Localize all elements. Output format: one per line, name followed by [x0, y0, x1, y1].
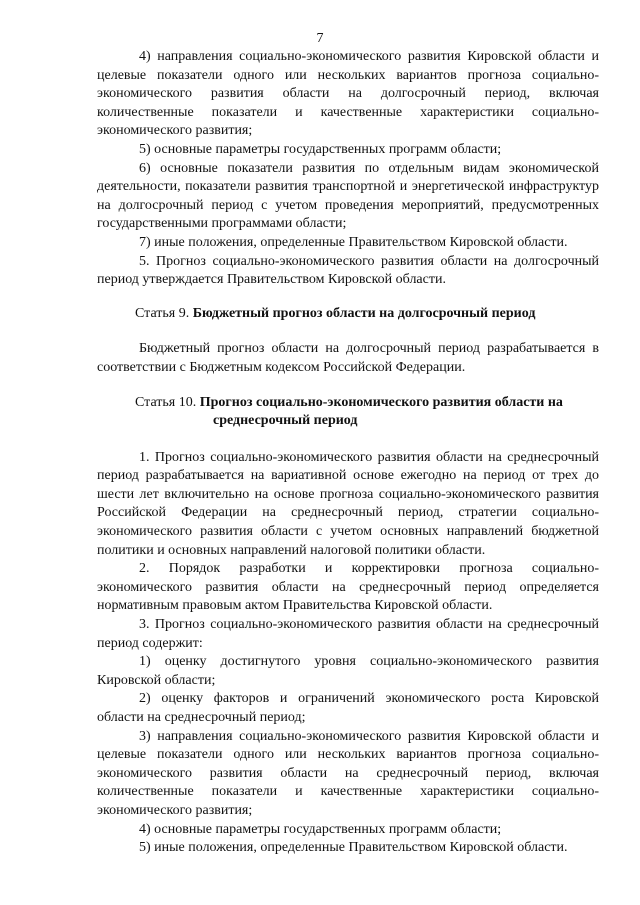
article-9-prefix: Статья 9.: [135, 305, 190, 321]
article-10-item-1: 1) оценку достигнутого уровня социально-экономического развития Кировской области;: [97, 654, 599, 688]
article-10-paragraph-1: 1. Прогноз социально-экономического развития области на среднесрочный период разрабатывается на вариативной основе ежегодно на период от трех до шести лет включительно на основе прогноза социально-экономического развития Российской Федерации на среднесрочный период, стратегии социально-экономического развития области с учетом основных направлений бюджетной политики и основных направлений налоговой политики области.: [97, 449, 599, 558]
paragraph-top-7: 7) иные положения, определенные Правительством Кировской области.: [139, 234, 568, 250]
article-9-text: Бюджетный прогноз области на долгосрочный период разрабатывается в соответствии с Бюджетным кодексом Российской Федерации.: [97, 341, 599, 375]
paragraph-top-5: 5) основные параметры государственных программ области;: [139, 141, 502, 157]
paragraph-top-6: 6) основные показатели развития по отдельным видам экономической деятельности, показатели развития транспортной и энергетической инфраструктур на долгосрочный период с учетом проведения мероприятий, предусмотренных государственными программами области;: [97, 160, 599, 232]
article-10-title-line2: среднесрочный период: [213, 413, 358, 429]
article-10-item-2: 2) оценку факторов и ограничений экономического роста Кировской области на среднесрочный период;: [97, 691, 599, 725]
paragraph-top-4: 4) направления социально-экономического развития Кировской области и целевые показатели одного или нескольких вариантов прогноза социально-экономического развития области на долгосрочный период, включая количественные показатели и качественные характеристики социально-экономического развития;: [97, 49, 599, 139]
article-10-paragraph-3: 3. Прогноз социально-экономического развития области на среднесрочный период содержит:: [97, 617, 599, 651]
article-9-title: Бюджетный прогноз области на долгосрочный период: [192, 305, 536, 321]
document-body: [97, 48, 599, 858]
article-10-title-line1: Прогноз социально-экономического развития области на: [199, 394, 563, 410]
article-10-item-3: 3) направления социально-экономического развития Кировской области и целевые показатели одного или нескольких вариантов прогноза социально-экономического развития области на среднесрочный период, включая количественные показатели и качественные характеристики социально-экономического развития;: [97, 728, 599, 818]
paragraph-item-5: 5. Прогноз социально-экономического развития области на долгосрочный период утверждается Правительством Кировской области.: [97, 253, 599, 288]
article-10-item-5: 5) иные положения, определенные Правительством Кировской области.: [139, 840, 568, 856]
article-10-item-4: 4) основные параметры государственных программ области;: [139, 821, 502, 837]
article-10-paragraph-2: 2. Порядок разработки и корректировки прогноза социально-экономического развития области на среднесрочный период определяется нормативным правовым актом Правительства Кировской области.: [97, 561, 599, 614]
article-9-heading: [97, 305, 599, 324]
article-10-heading: [97, 394, 599, 431]
article-10-prefix: Статья 10.: [135, 394, 197, 410]
page-number: 7: [316, 31, 324, 46]
